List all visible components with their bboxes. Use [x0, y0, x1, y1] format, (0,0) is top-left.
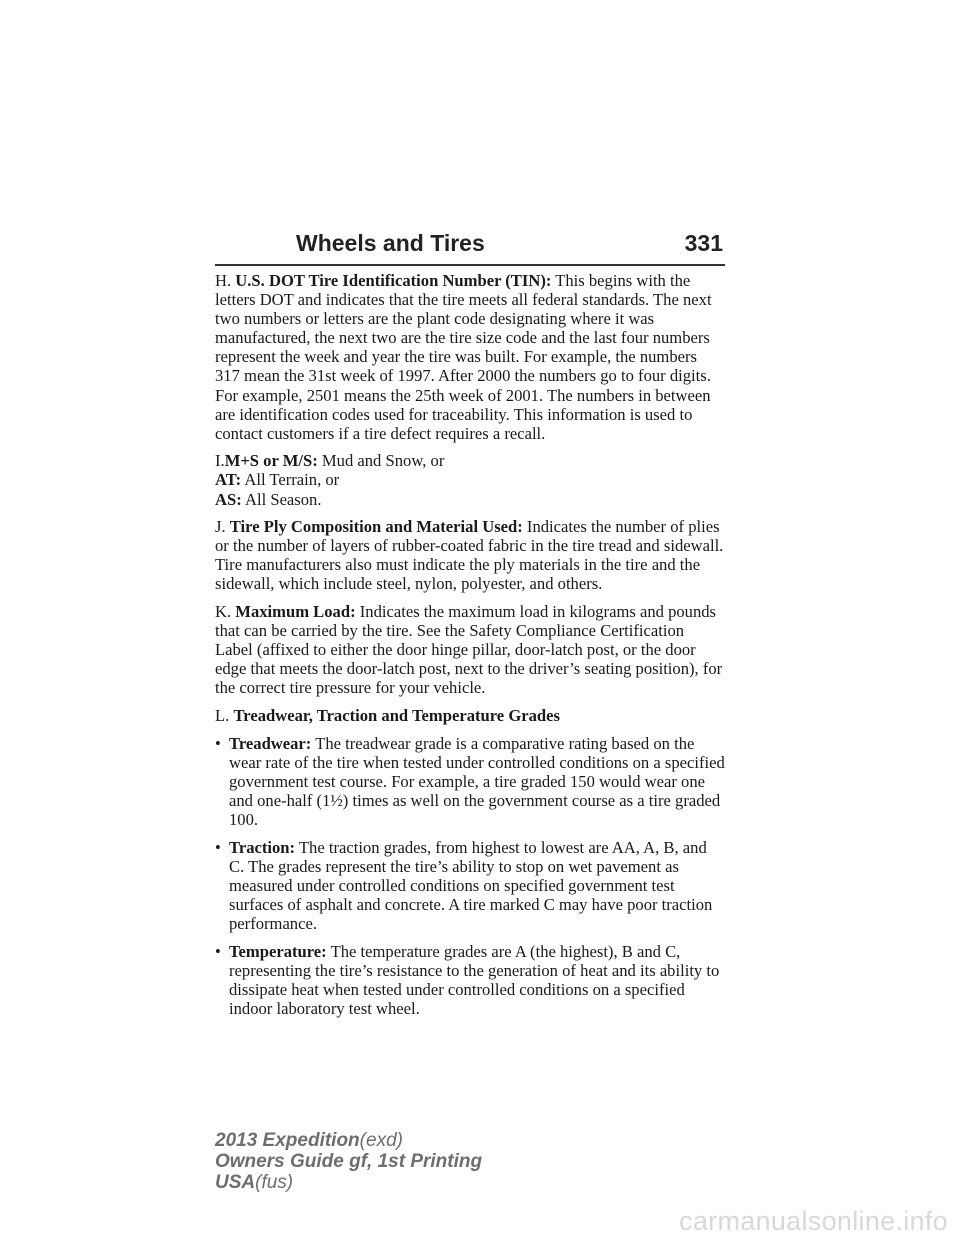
item-i-text-3: All Season. [244, 489, 322, 509]
item-k-letter: K. [215, 602, 232, 621]
item-j [215, 517, 725, 593]
item-k-text: Indicates the maximum load in kilograms and pounds that can be carried by the tire. See the Safety Compliance Certification Label (affixed to either the door hinge pillar, door-latch post, or the door edge that meets the door-latch post, next to the driver’s seating position), for the correct tire pressure for your vehicle. [215, 602, 723, 698]
bullet-treadwear [215, 734, 725, 829]
item-i-line-1 [215, 451, 725, 470]
section-title: Wheels and Tires [296, 230, 485, 256]
item-h-letter: H. [215, 271, 232, 290]
footer-line-2 [215, 1151, 482, 1172]
item-l [215, 706, 725, 725]
bullet-treadwear-text: The treadwear grade is a comparative rating based on the wear rate of the tire when tested under controlled conditions on a specified government test course. For example, a tire graded 150 would wear one and one-half (1½) times as well on the government course as a tire graded 100. [229, 733, 725, 829]
page-header [215, 228, 725, 262]
bullet-traction [215, 838, 725, 933]
bullet-traction-text: The traction grades, from highest to lowest are AA, A, B, and C. The grades represent the tire’s ability to stop on wet pavement as measured under controlled conditions on specified government test surfaces of asphalt and concrete. A tire marked C may have poor traction performance. [229, 837, 713, 933]
item-i-text-2: All Terrain, or [244, 470, 340, 490]
page-content [215, 271, 725, 1026]
item-l-letter: L. [215, 705, 230, 725]
item-i [215, 451, 725, 508]
item-j-letter: J. [215, 517, 226, 537]
page-number: 331 [684, 230, 723, 256]
item-h [215, 271, 725, 443]
bullet-temperature [215, 942, 725, 1018]
footer-guide: Owners Guide gf, 1st Printing [215, 1151, 483, 1172]
item-i-line-2 [215, 470, 725, 489]
document-footer [215, 1130, 482, 1193]
footer-model: 2013 Expedition [215, 1130, 360, 1151]
item-h-text: This begins with the letters DOT and indicates that the tire meets all federal standards. The next two numbers or letters are the plant code designating where it was manufactured, the next two are the tire size code and the last four numbers represent the week and year the tire was built. For example, the numbers 317 mean the 31st week of 1997. After 2000 the numbers go to four digits. For example, 2501 means the 25th week of 2001. The numbers in between are identification codes used for traceability. This information is used to contact customers if a tire defect requires a recall. [215, 271, 712, 443]
item-i-letter: I. [215, 451, 225, 471]
item-i-line-3 [215, 490, 725, 509]
footer-market: USA [215, 1172, 256, 1193]
footer-line-3 [215, 1172, 482, 1193]
header-divider [215, 264, 725, 266]
item-j-term: Tire Ply Composition and Material Used: [229, 517, 523, 537]
item-l-term: Treadwear, Traction and Temperature Grades [233, 705, 560, 725]
bullet-temperature-term: Temperature: [229, 941, 327, 961]
bullet-dot-icon: • [215, 837, 221, 857]
bullet-dot-icon: • [215, 733, 221, 753]
footer-market-code: (fus) [255, 1172, 294, 1193]
item-i-term-1: M+S or M/S: [224, 451, 318, 471]
item-i-term-3: AS: [215, 489, 242, 509]
item-k-term: Maximum Load: [235, 602, 356, 621]
bullet-treadwear-term: Treadwear: [229, 733, 312, 753]
item-i-text-1: Mud and Snow, or [321, 451, 445, 471]
watermark-text: carmanualsonline.info [679, 1206, 948, 1236]
item-j-text: Indicates the number of plies or the number of layers of rubber-coated fabric in the tire tread and sidewall. Tire manufacturers also must indicate the ply materials in the tire and the sidewall, which include steel, nylon, polyester, and others. [215, 517, 724, 594]
bullet-temperature-text: The temperature grades are A (the highest), B and C, representing the tire’s resistance to the generation of heat and its ability to dissipate heat when tested under controlled conditions on a specified indoor laboratory test wheel. [229, 941, 720, 1018]
item-i-term-2: AT: [215, 470, 242, 490]
item-k [215, 602, 725, 697]
bullet-dot-icon: • [215, 941, 221, 961]
footer-line-1 [215, 1130, 482, 1151]
footer-model-code: (exd) [359, 1130, 403, 1151]
bullet-traction-term: Traction: [229, 837, 296, 857]
item-h-term: U.S. DOT Tire Identification Number (TIN): [235, 271, 552, 290]
